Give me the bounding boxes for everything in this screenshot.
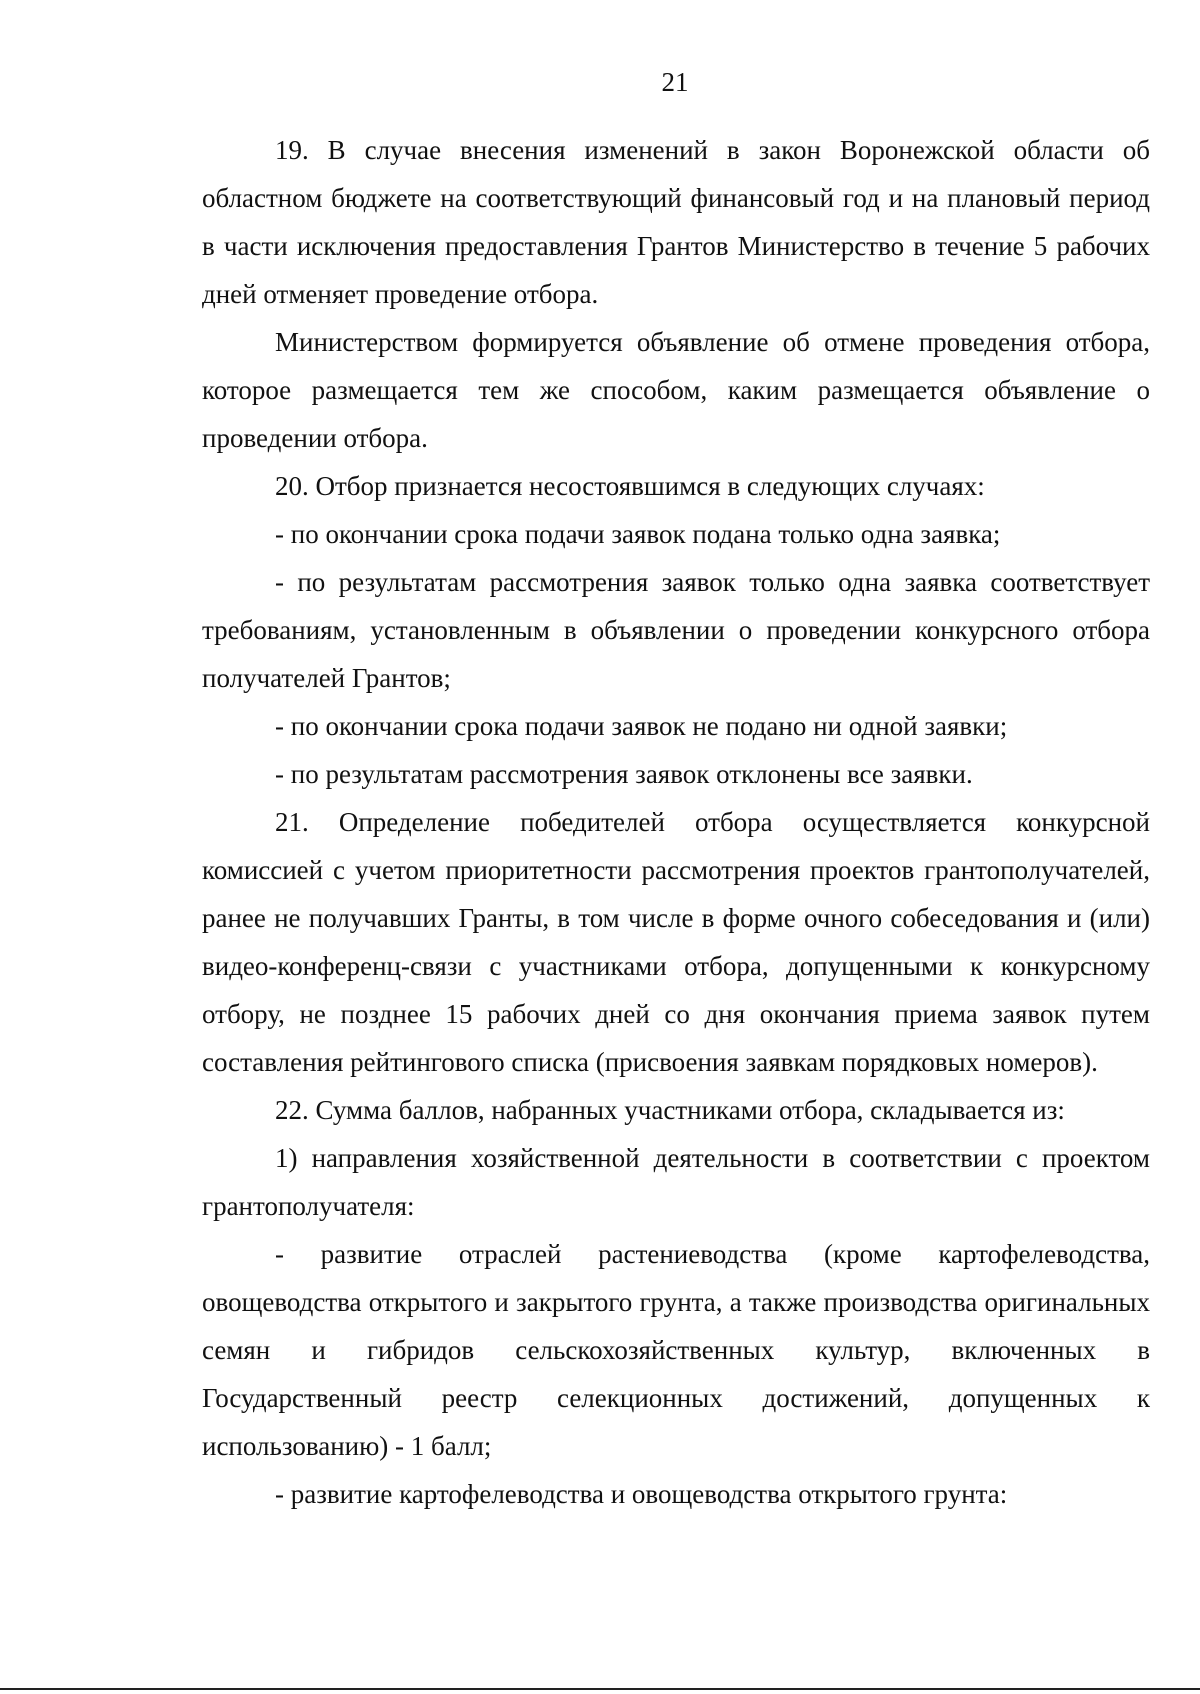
paragraph-cancel-announcement: Министерством формируется объявление об отмене проведения отбора, которое размещается тем же способом, каким размещается объявление о проведении отбора.: [202, 327, 1150, 453]
list-item: - развитие отраслей растениеводства (кроме картофелеводства, овощеводства открытого и закрытого грунта, а также производства оригинальных семян и гибридов сельскохозяйственных культур, включенных в Государственный реестр селекционных достижений, допущенных к использованию) - 1 балл;: [202, 1239, 1150, 1461]
list-item: - развитие картофелеводства и овощеводства открытого грунта:: [275, 1479, 1008, 1509]
list-item: - по окончании срока подачи заявок подана только одна заявка;: [275, 519, 1001, 549]
paragraph-19: 19. В случае внесения изменений в закон Воронежской области об областном бюджете на соответствующий финансовый год и на плановый период в части исключения предоставления Грантов Министерство в течение 5 рабочих дней отменяет проведение отбора.: [202, 135, 1150, 309]
bottom-scan-edge: [0, 1688, 1200, 1690]
paragraph-22-item-1: 1) направления хозяйственной деятельности в соответствии с проектом грантополучателя:: [202, 1143, 1150, 1221]
list-item: - по результатам рассмотрения заявок отклонены все заявки.: [275, 759, 973, 789]
list-item: - по результатам рассмотрения заявок только одна заявка соответствует требованиям, установленным в объявлении о проведении конкурсного отбора получателей Грантов;: [202, 567, 1150, 693]
paragraph-20: 20. Отбор признается несостоявшимся в следующих случаях:: [275, 471, 985, 501]
paragraph-22: 22. Сумма баллов, набранных участниками отбора, складывается из:: [275, 1095, 1065, 1125]
page-number: 21: [661, 67, 689, 97]
paragraph-21: 21. Определение победителей отбора осуществляется конкурсной комиссией с учетом приоритетности рассмотрения проектов грантополучателей, ранее не получавших Гранты, в том числе в форме очного собеседования и (или) видео-конференц-связи с участниками отбора, допущенными к конкурсному отбору, не позднее 15 рабочих дней со дня окончания приема заявок путем составления рейтингового списка (присвоения заявкам порядковых номеров).: [202, 807, 1150, 1077]
list-item: - по окончании срока подачи заявок не подано ни одной заявки;: [275, 711, 1008, 741]
document-body: [202, 126, 1150, 1518]
